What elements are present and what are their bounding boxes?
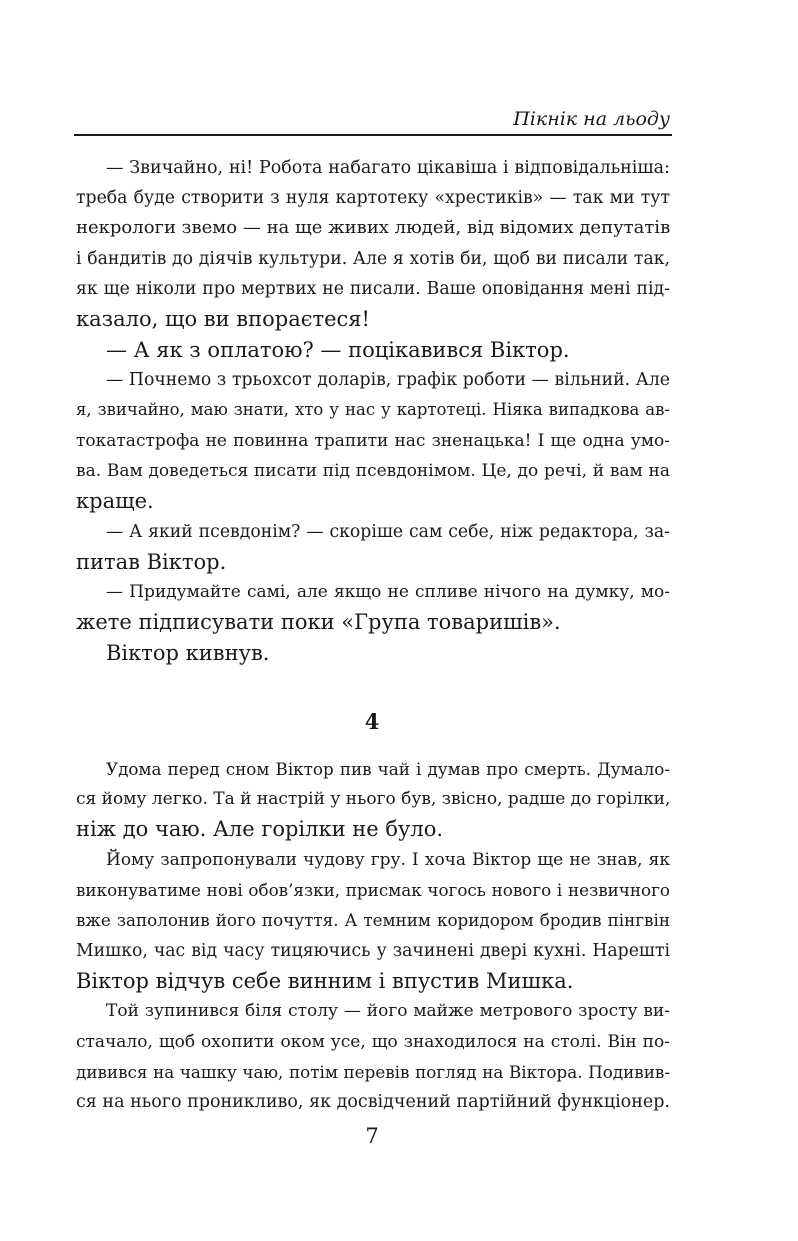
text-line: як ще ніколи про мертвих не писали. Ваше оповідання мені під-: [76, 279, 670, 299]
text-line: — Придумайте самі, але якщо не спливе нічого на думку, мо-: [106, 582, 670, 602]
running-head: Пікнік на льоду: [513, 108, 670, 130]
text-line: треба буде створити з нуля картотеку «хрестиків» — так ми тут: [76, 188, 670, 208]
text-line: ся йому легко. Та й настрій у нього був, звісно, радше до горілки,: [76, 789, 671, 809]
text-line: жете підписувати поки «Група товаришів».: [76, 610, 561, 634]
text-line: Віктор відчув себе винним і впустив Мишка.: [76, 969, 574, 993]
header-rule: [74, 134, 672, 136]
page-number: 7: [365, 1124, 379, 1148]
text-line: і бандитів до діячів культури. Але я хотів би, щоб ви писали так,: [76, 249, 670, 269]
text-line: некрологи звемо — на ще живих людей, від відомих депутатів: [76, 217, 671, 238]
text-line: вже заполонив його почуття. А темним коридором бродив пінгвін: [76, 910, 670, 930]
text-line: краще.: [76, 489, 154, 513]
text-line: — Звичайно, ні! Робота набагато цікавіша і відповідальніша:: [106, 158, 670, 178]
text-line: токатастрофа не повинна трапити нас зненацька! І ще одна умо-: [76, 431, 670, 451]
text-line: ся на нього проникливо, як досвідчений партійний функціонер.: [76, 1092, 670, 1112]
text-line: я, звичайно, маю знати, хто у нас у картотеці. Ніяка випадкова ав-: [76, 400, 670, 419]
text-line: — Почнемо з трьохсот доларів, графік роботи — вільний. Але: [106, 370, 670, 390]
text-line: Мишко, час від часу тицяючись у зачинені двері кухні. Нарешті: [76, 941, 670, 961]
text-line: казало, що ви впораєтеся!: [76, 307, 370, 331]
text-line: стачало, щоб охопити оком усе, що знаходилося на столі. Він по-: [76, 1032, 670, 1052]
text-line: Йому запропонували чудову гру. І хоча Віктор ще не знав, як: [106, 850, 670, 870]
text-line: — А який псевдонім? — скоріше сам себе, ніж редактора, за-: [106, 522, 670, 542]
text-line: виконуватиме нові обов’язки, присмак чогось нового і незвичного: [76, 880, 670, 900]
text-line: дивився на чашку чаю, потім перевів погляд на Віктора. Подивив-: [76, 1062, 670, 1082]
text-line: ва. Вам доведеться писати під псевдонімом. Це, до речі, й вам на: [76, 461, 670, 481]
chapter-number: 4: [364, 709, 380, 734]
text-line: Віктор кивнув.: [106, 641, 270, 665]
text-line: Удома перед сном Віктор пив чай і думав про смерть. Думало-: [106, 759, 670, 779]
text-line: — А як з оплатою? — поцікавився Віктор.: [106, 338, 570, 362]
text-line: Той зупинився біля столу — його майже метрового зросту ви-: [106, 1001, 670, 1021]
text-line: ніж до чаю. Але горілки не було.: [76, 817, 444, 841]
text-line: питав Віктор.: [76, 550, 227, 574]
